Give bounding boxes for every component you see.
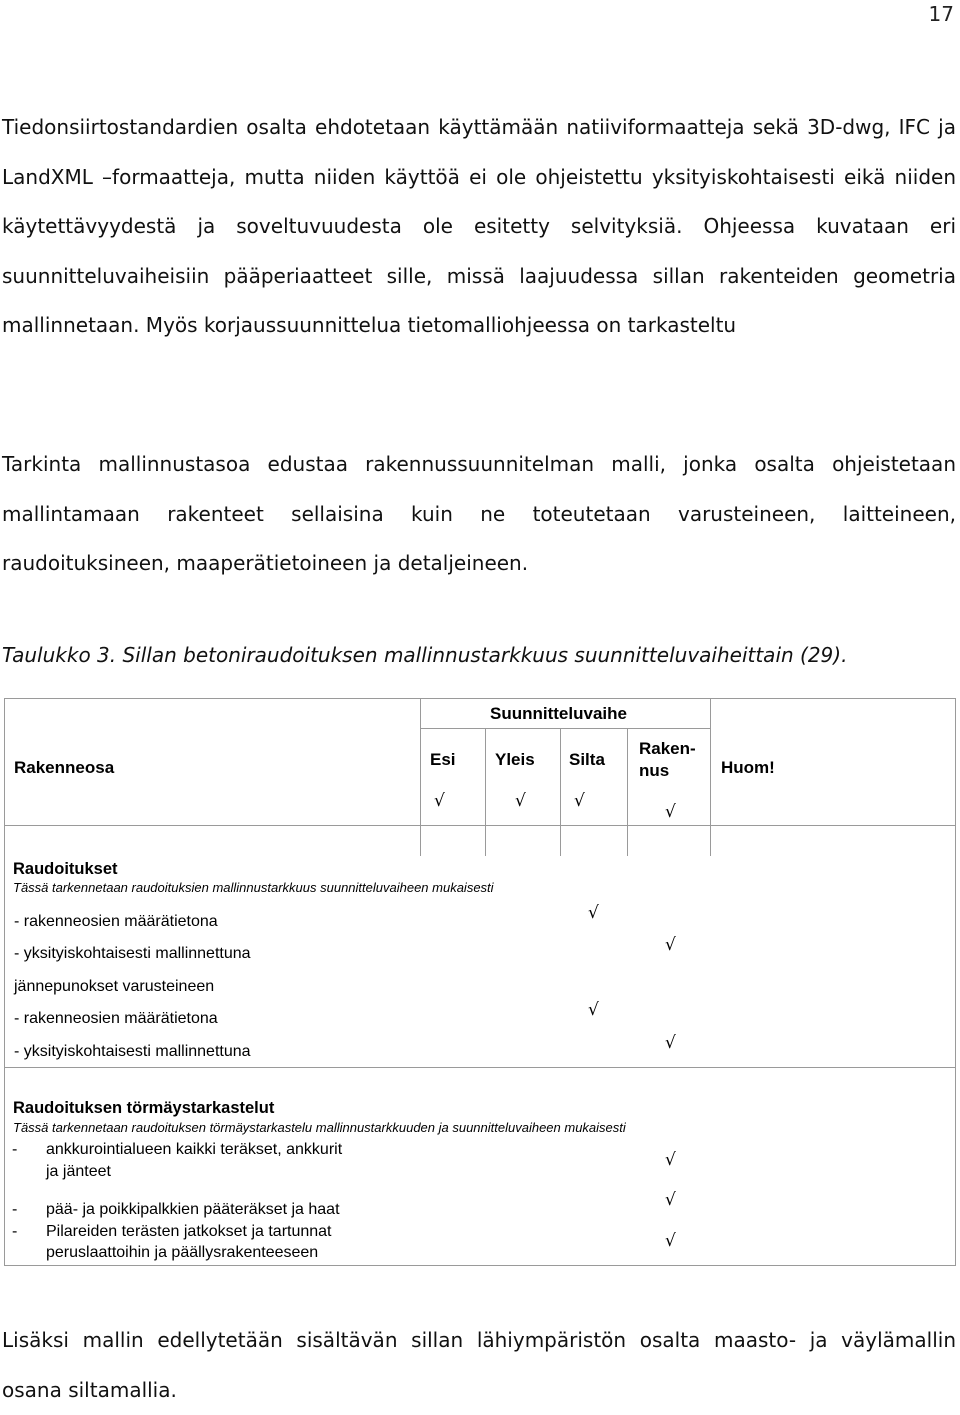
huom-header: Huom!: [721, 758, 775, 777]
row-label: pää- ja poikkipalkkien pääteräkset ja haat: [46, 1201, 340, 1218]
row-label: - rakenneosien määrätietona: [14, 913, 218, 930]
check-mark-icon: √: [574, 791, 585, 811]
row-label: jännepunokset varusteineen: [14, 978, 215, 995]
rakenneosa-header: Rakenneosa: [14, 758, 115, 777]
check-mark-icon: √: [665, 802, 676, 822]
rakennus-header-line1: Raken-: [639, 739, 696, 758]
table-caption: Taulukko 3. Sillan betoniraudoituksen mallinnustarkkuus suunnitteluvaiheittain (29).: [2, 643, 848, 667]
paragraph-modeling-level: Tarkinta mallinnustasoa edustaa rakennussuunnitelman malli, jonka osalta ohjeistetaan mallintamaan rakenteet sellaisina kuin ne toteutetaan varusteineen, laitteineen, raudoituksineen, maaperätietoineen ja detaljeineen.: [2, 452, 956, 576]
check-mark-icon: √: [665, 1231, 676, 1251]
row-dash: -: [12, 1141, 18, 1158]
check-mark-icon: √: [588, 1000, 599, 1020]
silta-header: Silta: [569, 750, 605, 769]
check-mark-icon: √: [665, 935, 676, 955]
row-label-continued: peruslaattoihin ja päällysrakenteeseen: [46, 1244, 319, 1261]
check-mark-icon: √: [665, 1190, 676, 1210]
check-mark-icon: √: [515, 791, 526, 811]
row-label: - yksityiskohtaisesti mallinnettuna: [14, 945, 251, 962]
paragraph-file-transfer-standards: Tiedonsiirtostandardien osalta ehdotetaan käyttämään natiiviformaatteja sekä 3D-dwg, IFC ja LandXML –formaatteja, mutta niiden käyttöä ei ole ohjeistettu yksityiskohtaisesti eikä niiden käytettävyydestä ja soveltuvuudesta ole esitetty selvityksiä. Ohjeessa kuvataan eri suunnitteluvaiheisiin pääperiaatteet sille, missä laajuudessa sillan rakenteiden geometria mallinnetaan. Myös korjaussuunnittelua tietomalliohjeessa on tarkasteltu: [2, 115, 956, 338]
row-label-continued: ja jänteet: [46, 1163, 111, 1180]
section-note-raudoitukset: Tässä tarkennetaan raudoituksien mallinnustarkkuus suunnitteluvaiheen mukaisesti: [13, 880, 494, 895]
row-label: Pilareiden terästen jatkokset ja tartunnat: [46, 1223, 332, 1240]
yleis-header: Yleis: [495, 750, 535, 769]
paragraph-terrain-model: Lisäksi mallin edellytetään sisältävän sillan lähiympäristön osalta maasto- ja väylämallin osana siltamallia.: [2, 1328, 956, 1402]
section-note-collision-checks: Tässä tarkennetaan raudoituksen törmäystarkastelu mallinnustarkkuuden ja suunnitteluvaiheen mukaisesti: [13, 1120, 626, 1135]
row-dash: -: [12, 1223, 18, 1240]
check-mark-icon: √: [665, 1150, 676, 1170]
esi-header: Esi: [430, 750, 456, 769]
section-title-raudoitukset: Raudoitukset: [13, 860, 118, 878]
row-label: - yksityiskohtaisesti mallinnettuna: [14, 1043, 251, 1060]
rakennus-header-line2: nus: [639, 761, 670, 780]
section-title-collision-checks: Raudoituksen törmäystarkastelut: [13, 1099, 275, 1117]
row-dash: -: [12, 1201, 18, 1218]
check-mark-icon: √: [665, 1033, 676, 1053]
page-number: 17: [928, 2, 954, 26]
check-mark-icon: √: [588, 903, 599, 923]
row-label: ankkurointialueen kaikki teräkset, ankkurit: [46, 1141, 343, 1158]
phase-group-header: Suunnitteluvaihe: [490, 704, 627, 723]
row-label: - rakenneosien määrätietona: [14, 1010, 218, 1027]
check-mark-icon: √: [434, 791, 445, 811]
